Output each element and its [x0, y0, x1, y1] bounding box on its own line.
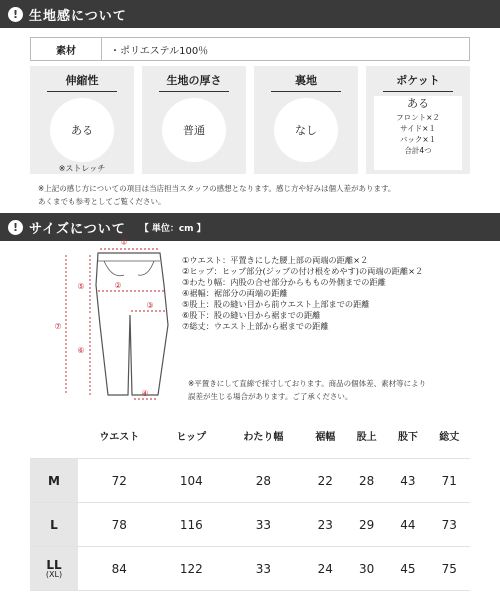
material-row — [30, 37, 470, 61]
table-cell: 122 — [161, 547, 222, 591]
table-row — [30, 459, 470, 503]
table-cell: 45 — [387, 547, 428, 591]
material-value: ・ポリエステル100％ — [110, 45, 209, 57]
fabric-section-header — [0, 0, 500, 28]
pocket-line: 合計4つ — [404, 146, 432, 155]
size-label: LL (XL) — [30, 547, 78, 591]
column-header: 裾幅 — [305, 412, 346, 459]
column-header: ヒップ — [161, 412, 222, 459]
card-divider — [47, 91, 117, 92]
card-value-circle — [162, 98, 226, 162]
pants-outline — [96, 253, 168, 395]
diagram-marker: ③ — [146, 301, 154, 310]
thickness-card — [142, 66, 246, 174]
legend-item: ①ウエスト：平置きにした腰上部の両端の距離×２ — [182, 255, 369, 265]
pocket-value: ある — [407, 97, 429, 110]
fabric-note-2: あくまでも参考としてご覧ください。 — [38, 197, 166, 206]
fabric-section-title: 生地感について — [29, 8, 127, 24]
card-divider — [271, 91, 341, 92]
table-cell: 72 — [78, 459, 161, 503]
legend-item: ②ヒップ：ヒップ部分(ジップの付け根をめやす)の両端の距離×２ — [182, 266, 424, 276]
table-cell: 104 — [161, 459, 222, 503]
column-header: 股下 — [387, 412, 428, 459]
table-cell: 43 — [387, 459, 428, 503]
size-section-title: サイズについて — [29, 221, 126, 237]
size-table — [30, 412, 470, 591]
table-cell: 75 — [429, 547, 470, 591]
size-note-2: 誤差が生じる場合があります。ご了承ください。 — [188, 392, 353, 401]
table-header-row — [30, 412, 470, 459]
size-label: L — [30, 503, 78, 547]
unit-label: 【 単位：cm 】 — [139, 223, 206, 234]
card-value: ある — [71, 124, 93, 137]
diagram-marker: ② — [114, 281, 122, 290]
table-corner — [30, 412, 78, 459]
card-note: ※ストレッチ — [58, 164, 106, 173]
card-title: ポケット — [396, 74, 440, 87]
table-cell: 24 — [305, 547, 346, 591]
legend-item: ⑥股下：股の縫い目から裾までの距離 — [182, 310, 321, 320]
table-row — [30, 503, 470, 547]
card-value-circle — [274, 98, 338, 162]
table-cell: 78 — [78, 503, 161, 547]
legend-item: ④裾幅：裾部分の両端の距離 — [182, 288, 288, 298]
measurement-legend — [182, 255, 423, 332]
table-cell: 23 — [305, 503, 346, 547]
pocket-line: サイド×１ — [400, 124, 436, 133]
diagram-marker: ④ — [141, 389, 149, 398]
table-cell: 33 — [222, 547, 305, 591]
card-value: 普通 — [183, 124, 205, 137]
table-cell: 84 — [78, 547, 161, 591]
card-title: 伸縮性 — [65, 74, 99, 87]
column-header: 股上 — [346, 412, 387, 459]
table-cell: 73 — [429, 503, 470, 547]
diagram-marker: ⑥ — [77, 346, 85, 355]
exclamation-icon: ! — [8, 7, 23, 22]
table-cell: 28 — [222, 459, 305, 503]
table-cell: 30 — [346, 547, 387, 591]
legend-item: ⑦総丈：ウエスト上部から裾までの距離 — [182, 321, 329, 331]
table-cell: 29 — [346, 503, 387, 547]
table-cell: 44 — [387, 503, 428, 547]
table-cell: 28 — [346, 459, 387, 503]
pocket-card — [366, 66, 470, 174]
measure-lines — [66, 249, 166, 399]
table-cell: 71 — [429, 459, 470, 503]
card-value-circle — [50, 98, 114, 162]
card-value: なし — [295, 124, 317, 137]
lining-card — [254, 66, 358, 174]
size-note-1: ※平置きにして直線で採寸しております。商品の個体差、素材等により — [188, 379, 427, 388]
pants-diagram — [50, 237, 180, 405]
diagram-marker: ① — [120, 237, 128, 247]
stretch-card — [30, 66, 134, 174]
material-label: 素材 — [31, 38, 102, 60]
column-header: わたり幅 — [222, 412, 305, 459]
legend-item: ⑤股上：股の縫い目から前ウエスト上部までの距離 — [182, 299, 370, 309]
card-title: 裏地 — [295, 74, 317, 87]
table-row — [30, 547, 470, 591]
column-header: 総丈 — [429, 412, 470, 459]
size-label: M — [30, 459, 78, 503]
fabric-note-1: ※上記の感じ方についての項目は当店担当スタッフの感想となります。感じ方や好みは個人差があります。 — [38, 184, 396, 193]
card-title: 生地の厚さ — [166, 74, 222, 87]
size-section-header — [0, 213, 500, 241]
legend-item: ③わたり幅：内股の合せ部分からももの外側までの距離 — [182, 277, 386, 287]
pocket-detail — [374, 96, 462, 170]
card-divider — [383, 91, 453, 92]
pocket-line: フロント×２ — [396, 113, 440, 122]
exclamation-icon: ! — [8, 220, 23, 235]
table-cell: 33 — [222, 503, 305, 547]
column-header: ウエスト — [78, 412, 161, 459]
pocket-line: バック×１ — [399, 135, 437, 144]
card-divider — [159, 91, 229, 92]
diagram-marker: ⑦ — [54, 322, 62, 331]
diagram-marker: ⑤ — [77, 282, 85, 291]
table-cell: 116 — [161, 503, 222, 547]
table-cell: 22 — [305, 459, 346, 503]
